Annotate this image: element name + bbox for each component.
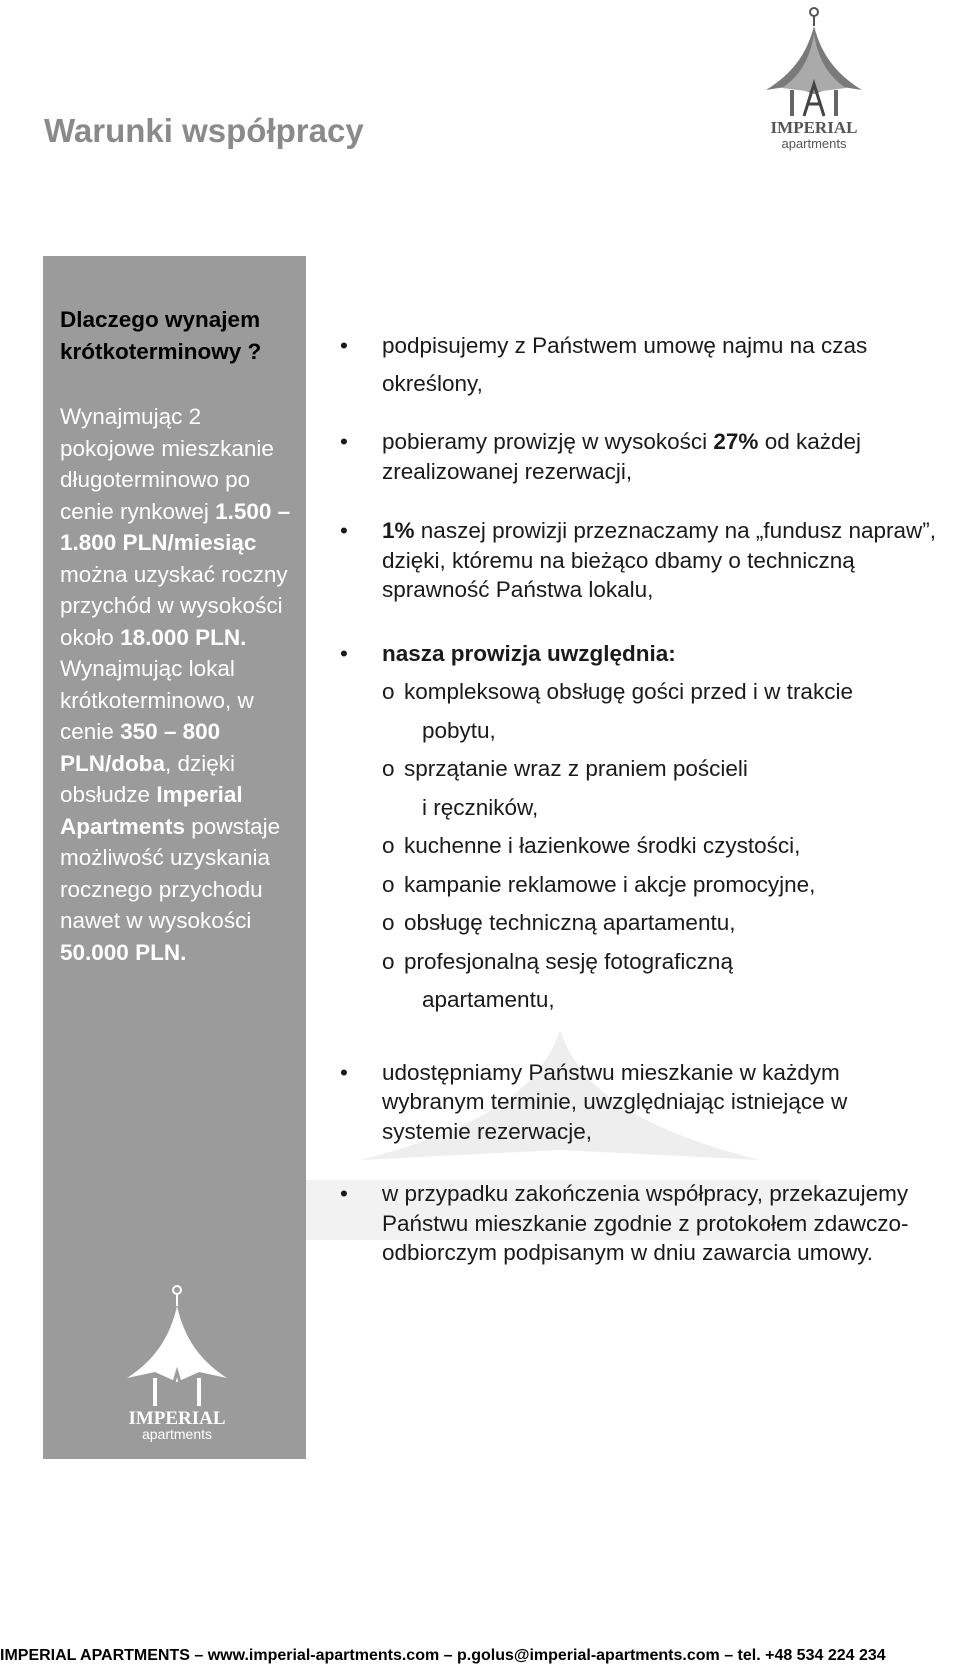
list-item-text: od każdej zrealizowanej rezerwacji, xyxy=(382,429,862,484)
sidebar-amount-long: 18.000 PLN. xyxy=(120,624,247,650)
list-item-text: udostępniamy Państwu mieszkanie w każdym wybranym terminie, uwzględniając istniejące w systemie rezerwacje, xyxy=(382,1059,848,1144)
list-item-text: pobieramy prowizję w wysokości xyxy=(382,429,708,454)
footer-contact: IMPERIAL APARTMENTS – www.imperial-apartments.com – p.golus@imperial-apartments.com – tel. +48 534 224 234 xyxy=(0,1647,886,1664)
list-item-text: naszej prowizji przeznaczamy na „fundusz napraw”, dzięki, któremu na bieżąco dbamy o techniczną sprawność Państwa lokalu, xyxy=(382,518,937,602)
sidebar-text: Wynajmując lokal krótkoterminowo, w cenie xyxy=(60,656,254,744)
list-item-text: podpisujemy z Państwem umowę najmu na czas xyxy=(382,333,868,358)
list-item xyxy=(340,516,940,605)
sub-item xyxy=(382,943,940,1020)
conditions-list xyxy=(340,327,940,1268)
bullet-icon: • xyxy=(340,333,348,358)
sub-item-text: i ręczników, xyxy=(422,794,539,820)
sidebar-text: Wynajmując 2 pokojowe mieszkanie długoterminowo po cenie rynkowej xyxy=(60,404,274,524)
sidebar-price-long: 1.500 – 1.800 PLN/miesiąc xyxy=(60,498,291,555)
bullet-icon: • xyxy=(340,1181,348,1206)
sidebar-body xyxy=(60,401,300,968)
bullet-icon: • xyxy=(340,518,348,543)
logo-word-imperial: IMPERIAL xyxy=(128,1408,226,1429)
sub-item-text: kompleksową obsługę gości przed i w trakcie xyxy=(404,679,853,704)
fund-rate: 1% xyxy=(382,518,415,543)
sub-item-text: obsługę techniczną apartamentu, xyxy=(404,910,736,935)
bullet-icon: • xyxy=(340,640,348,666)
logo-word-apartments: apartments xyxy=(781,136,847,151)
list-item-text: określony, xyxy=(382,371,483,396)
sub-bullet-icon: o xyxy=(382,679,395,704)
sidebar-text: , dzięki obsłudze xyxy=(60,750,236,807)
list-item xyxy=(340,327,940,403)
list-item xyxy=(340,427,940,486)
sub-bullet-icon: o xyxy=(382,833,395,858)
sub-bullet-icon: o xyxy=(382,948,395,974)
sidebar-price-short: 350 – 800 PLN/doba xyxy=(60,719,221,776)
sidebar-amount-short: 50.000 PLN. xyxy=(60,939,187,965)
page-title: Warunki współpracy xyxy=(44,112,364,149)
sidebar-text: można uzyskać roczny przychód w wysokości około xyxy=(60,561,288,650)
sub-item-text: kampanie reklamowe i akcje promocyjne, xyxy=(404,871,816,897)
sub-bullet-icon: o xyxy=(382,871,395,897)
logo-word-imperial: IMPERIAL xyxy=(770,118,858,137)
logo-word-apartments: apartments xyxy=(141,1426,213,1442)
sidebar-heading: Dlaczego wynajem krótkoterminowy ? xyxy=(60,307,262,364)
sub-item xyxy=(382,904,940,943)
sub-item xyxy=(382,866,940,905)
sub-item xyxy=(382,827,940,866)
sub-item-text: pobytu, xyxy=(422,717,496,743)
imperial-logo-white xyxy=(115,1282,239,1442)
sidebar-text: powstaje możliwość uzyskania rocznego przychodu nawet w wysokości xyxy=(60,813,281,933)
sub-item-text: apartamentu, xyxy=(422,987,555,1012)
bullet-icon: • xyxy=(340,429,348,454)
sub-item-text: profesjonalną sesję fotograficzną xyxy=(404,948,733,974)
sidebar-panel xyxy=(43,256,306,1459)
bullet-icon: • xyxy=(340,1059,348,1085)
list-item xyxy=(340,1179,940,1268)
commission-rate: 27% xyxy=(713,429,759,454)
sub-item xyxy=(382,673,940,750)
list-item-text: w przypadku zakończenia współpracy, przekazujemy Państwu mieszkanie zgodnie z protokołem zdawczo-odbiorczym podpisanym w dniu zawarcia umowy. xyxy=(382,1181,909,1265)
list-item xyxy=(340,635,940,1020)
sub-bullet-icon: o xyxy=(382,756,395,781)
imperial-logo xyxy=(752,4,876,152)
sub-item-text: sprzątanie wraz z praniem pościeli xyxy=(404,756,748,781)
list-item xyxy=(340,1058,940,1147)
sidebar-brand: Imperial Apartments xyxy=(60,782,243,839)
sub-item-text: kuchenne i łazienkowe środki czystości, xyxy=(404,833,801,858)
sub-item xyxy=(382,750,940,827)
list-item-heading: nasza prowizja uwzględnia: xyxy=(382,640,676,666)
sub-bullet-icon: o xyxy=(382,910,395,935)
